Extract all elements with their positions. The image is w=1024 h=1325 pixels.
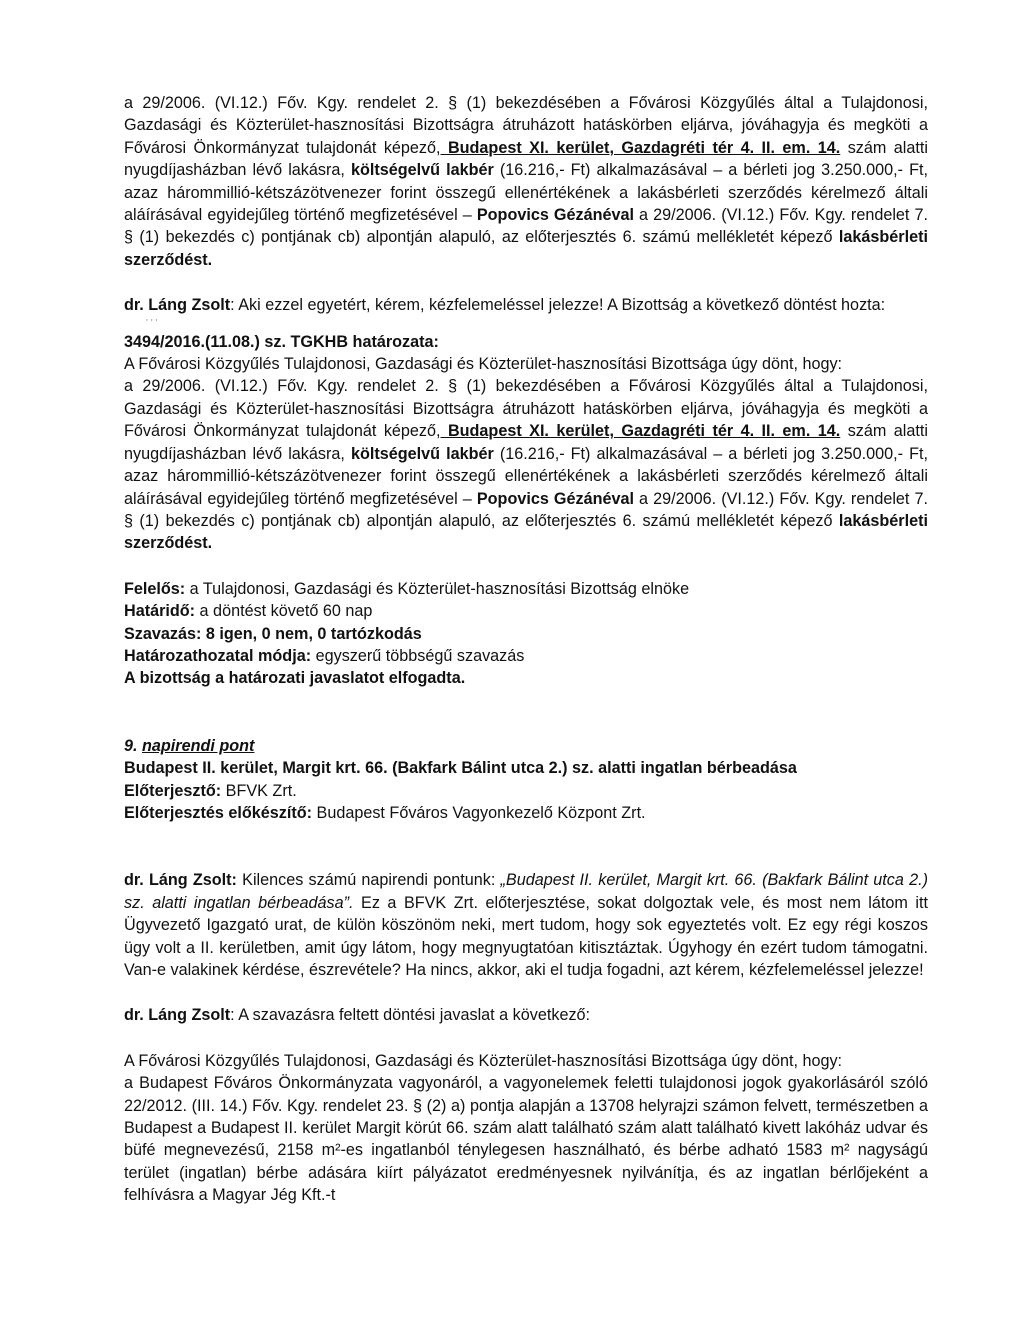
responsible-value: a Tulajdonosi, Gazdasági és Közterület-hasznosítási Bizottság elnöke (185, 579, 690, 598)
method-line (124, 645, 928, 667)
responsible-label: Felelős: (124, 579, 186, 598)
speech-text: : A szavazásra feltett döntési javaslat a következő: (230, 1006, 591, 1025)
property-address: Budapest XI. kerület, Gazdagréti tér 4. II. em. 14. (440, 422, 841, 441)
deadline-value: a döntést követő 60 nap (195, 602, 373, 621)
resolution-number: 3494/2016.(11.08.) sz. (124, 332, 287, 351)
committee-result: A bizottság a határozati javaslatot elfogadta. (124, 669, 466, 688)
scan-artifact: ' ' ' (146, 317, 158, 329)
contract-type: lakásbérleti szerződést. (124, 228, 928, 269)
speech-paragraph (124, 869, 928, 981)
decision-text: szám alatti nyugdíjasházban lévő lakásra, (124, 422, 928, 463)
preparer-line (124, 802, 928, 824)
vote-result: Szavazás: 8 igen, 0 nem, 0 tartózkodás (124, 624, 422, 643)
agenda-label: napirendi pont (142, 736, 255, 755)
deadline-line (124, 600, 928, 622)
speech-paragraph (124, 1004, 928, 1026)
contract-type: lakásbérleti szerződést. (124, 511, 928, 553)
agenda-number: 9. (124, 736, 138, 755)
resolution-heading (124, 331, 928, 353)
preparer-label: Előterjesztés előkészítő: (124, 803, 313, 822)
decision-text: szám alatti nyugdíjasházban lévő lakásra, (124, 138, 928, 180)
decision-text: a 29/2006. (VI.12.) Főv. Kgy. rendelet 2. § (1) bekezdésében a Fővárosi Közgyűlés által a Tulajdonosi, Gazdasági és Közterület-hasznosítási Bizottságra átruházott hatáskörben eljárva, jóváhagyja és megköti a Fővárosi Önkormányzat tulajdonát képező, (124, 94, 928, 157)
resolution-meta (124, 578, 928, 690)
proposal-body: a Budapest Főváros Önkormányzata vagyonáról, a vagyonelemek feletti tulajdonosi jogok gyakorlásáról szóló 22/2012. (III. 14.) Főv. Kgy. rendelet 23. § (2) a) pontja alapján a 13708 helyrajzi számon felvett, természetben a Budapest a Budapest II. kerület Margit körút 66. szám alatt található szám alatt található kivett lakóház udvar és büfé megnevezésű, 2158 m²-es ingatlanból ténylegesen használható, és bérbe adható 1583 m² nagyságú terület (ingatlan) bérbe adására kiírt pályázatot eredményesnek nyilvánítja, és az ingatlan bérlőjeként a felhívásra a Magyar Jég Kft.-t (124, 1074, 928, 1205)
agenda-heading (124, 735, 928, 757)
rent-type: költségelvű lakbér (350, 444, 494, 463)
proposal-intro: A Fővárosi Közgyűlés Tulajdonosi, Gazdasági és Közterület-hasznosítási Bizottsága úgy dönt, hogy: (124, 1051, 843, 1070)
decision-text: (16.216,- Ft) alkalmazásával – a bérleti jog 3.250.000,- Ft, azaz hárommillió-kétszázötvenezer forint összegű ellenértékének a lakásbérleti szerződés kérelmező általi aláírásával egyidejűleg történő megfizetésével – (124, 444, 928, 508)
tenant-name: Popovics Gézánéval (476, 489, 634, 508)
preparer-value: Budapest Főváros Vagyonkezelő Központ Zrt. (312, 803, 646, 822)
presenter-line (124, 780, 928, 802)
rent-type: költségelvű lakbér (350, 161, 494, 180)
decision-text: a 29/2006. (VI.12.) Főv. Kgy. rendelet 2. § (1) bekezdésében a Fővárosi Közgyűlés által a Tulajdonosi, Gazdasági és Közterület-hasznosítási Bizottságra átruházott hatáskörben eljárva, jóváhagyja és megköti a Fővárosi Önkormányzat tulajdonát képező, (124, 377, 928, 441)
resolution-intro: A Fővárosi Közgyűlés Tulajdonosi, Gazdasági és Közterület-hasznosítási Bizottsága úgy dönt, hogy: (124, 355, 843, 374)
presenter-label: Előterjesztő: (124, 781, 222, 800)
resolution-text-block (124, 375, 928, 554)
speaker-name: dr. Láng Zsolt: (124, 871, 237, 890)
decision-text-block (124, 92, 928, 271)
decision-text: a 29/2006. (VI.12.) Főv. Kgy. rendelet 7. § (1) bekezdés c) pontjának cb) alpontján alapuló, az előterjesztés 6. számú mellékletét képező (124, 206, 928, 247)
agenda-title: Budapest II. kerület, Margit krt. 66. (Bakfark Bálint utca 2.) sz. alatti ingatlan bérbeadása (124, 759, 797, 778)
speech-paragraph (124, 294, 928, 316)
method-value: egyszerű többségű szavazás (311, 646, 525, 665)
speaker-name: dr. Láng Zsolt (124, 296, 231, 315)
tenant-name: Popovics Gézánéval (476, 206, 634, 225)
decision-text: (16.216,- Ft) alkalmazásával – a bérleti jog 3.250.000,- Ft, azaz hárommillió-kétszázötvenezer forint összegű ellenértékének a lakásbérleti szerződés kérelmező általi aláírásával egyidejűleg történő megfizetésével – (124, 161, 928, 225)
speaker-name: dr. Láng Zsolt (124, 1006, 231, 1025)
agenda-section (124, 735, 928, 825)
responsible-line (124, 578, 928, 600)
agenda-quote: „Budapest II. kerület, Margit krt. 66. (Bakfark Bálint utca 2.) sz. alatti ingatlan bérbeadása”. (124, 871, 928, 912)
presenter-value: BFVK Zrt. (221, 781, 297, 800)
speech-text: Ez a BFVK Zrt. előterjesztése, sokat dolgoztak vele, és most nem látom itt Ügyvezető Igazgató urat, de külön köszönöm neki, mert tudom, hogy sok egyeztetés volt. Ez egy régi koszos ügy volt a II. kerületben, amit úgy látom, hogy megnyugtatóan kitisztáztak. Úgyhogy én ezért tudom támogatni. Van-e valakinek kérdése, észrevétele? Ha nincs, akkor, aki el tudja fogadni, azt kérem, kézfelemeléssel jelezze! (124, 893, 928, 979)
method-label: Határozathozatal módja: (124, 646, 312, 665)
speech-text: Kilences számú napirendi pontunk: (236, 871, 501, 890)
property-address: Budapest XI. kerület, Gazdagréti tér 4. II. em. 14. (440, 138, 841, 157)
resolution-title: TGKHB határozata: (286, 332, 439, 351)
decision-text: a 29/2006. (VI.12.) Főv. Kgy. rendelet 7. § (1) bekezdés c) pontjának cb) alpontján alapuló, az előterjesztés 6. számú mellékletét képező (124, 489, 928, 530)
speech-text: : Aki ezzel egyetért, kérem, kézfelemeléssel jelezze! A Bizottság a következő döntést hozta: (230, 296, 886, 315)
deadline-label: Határidő: (124, 602, 196, 621)
